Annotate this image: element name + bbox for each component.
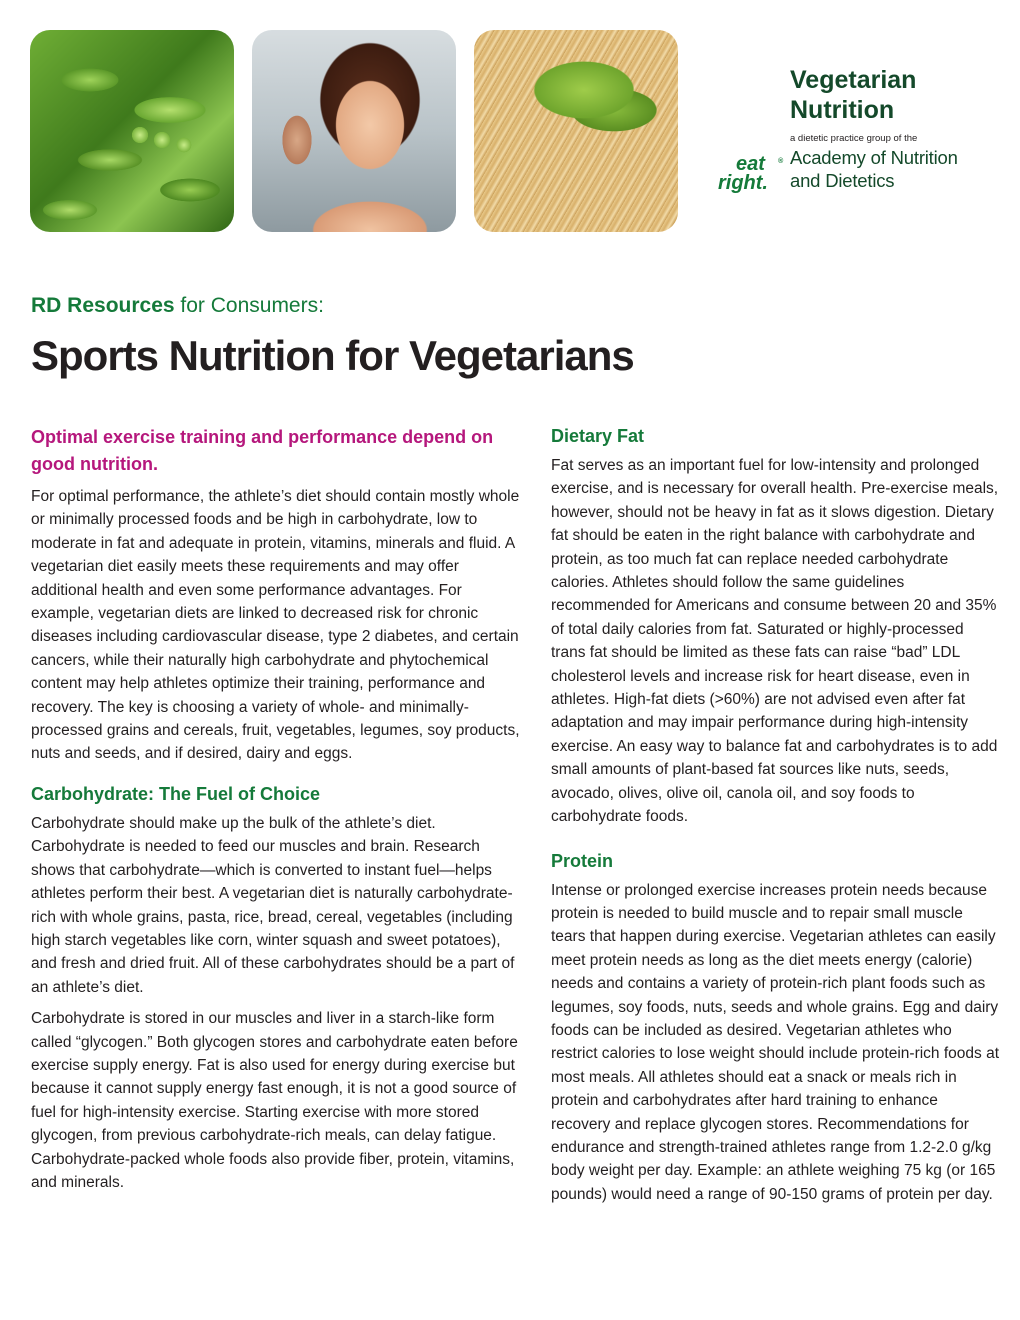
- snap-peas-photo: [30, 30, 234, 232]
- intro-paragraph: For optimal performance, the athlete’s diet should contain mostly whole or minimally processed foods and be high in carbohydrate, low to moderate in fat and adequate in protein, vitamins, minerals and fluid. A vegetarian diet easily meets these requirements and may offer additional health and even some performance advantages. For example, vegetarian diets are linked to decreased risk for chronic diseases including cardiovascular disease, type 2 diabetes, and certain cancers, while their naturally high carbohydrate and phytochemical content may help athletes optimize their training, performance and recovery. The key is choosing a variety of whole- and minimally-processed grains and cereals, fruit, vegetables, legumes, soy products, nuts and seeds, and if desired, dairy and eggs.: [31, 488, 520, 763]
- intro-heading: Optimal exercise training and performance depend on good nutrition.: [31, 427, 494, 474]
- eatright-eat-word: eat: [736, 153, 765, 175]
- protein-heading: Protein: [551, 850, 614, 871]
- series-label-bold: RD Resources: [31, 294, 175, 317]
- logo-title-line1: Vegetarian: [790, 66, 917, 94]
- series-label-rest: for Consumers:: [174, 294, 324, 317]
- vegetarian-nutrition-logo: [716, 62, 1006, 202]
- protein-paragraph: Intense or prolonged exercise increases protein needs because protein is needed to build muscle and to repair small muscle tears that happen during exercise. Vegetarian athletes can easily meet protein needs as long as the diet meets energy (calorie) needs and contains a variety of protein-rich plant foods such as legumes, soy foods, nuts, seeds and whole grains. Egg and dairy foods can be included as desired. Vegetarian athletes who restrict calories to lose weight should include protein-rich foods at most meals. All athletes should eat a snack or meals rich in protein and carbohydrates after hard training to enhance recovery and replace glycogen stores. Recommendations for endurance and strength-trained athletes range from 1.2-2.0 g/kg body weight per day. Example: an athlete weighing 75 kg (or 165 pounds) would need a range of 90-150 grams of protein per day.: [551, 881, 1000, 1203]
- carbohydrate-heading: Carbohydrate: The Fuel of Choice: [31, 783, 321, 804]
- right-column: [551, 424, 1001, 1214]
- logo-org-line2: and Dietetics: [790, 170, 895, 191]
- logo-org-line1: Academy of Nutrition: [790, 147, 958, 168]
- left-column: [31, 424, 521, 1202]
- carbohydrate-paragraph-1: Carbohydrate should make up the bulk of the athlete’s diet. Carbohydrate is needed to feed our muscles and brain. Research shows that carbohydrate—which is converted to instant fuel—helps athletes perform their best. A vegetarian diet is naturally carbohydrate-rich with whole grains, pasta, rice, bread, cereal, vegetables (including high starch vegetables like corn, winter squash and sweet potatoes), and fresh and dried fruit. All of these carbohydrates should be a part of an athlete’s diet.: [31, 814, 515, 996]
- logo-title-line2: Nutrition: [790, 96, 895, 124]
- page-title: Sports Nutrition for Vegetarians: [31, 332, 634, 379]
- eatright-logo-icon: [718, 154, 786, 194]
- dietary-fat-heading: Dietary Fat: [551, 426, 645, 446]
- smiling-woman-photo: [252, 30, 456, 232]
- dietary-fat-paragraph: Fat serves as an important fuel for low-intensity and prolonged exercise, and is necessary for overall health. Pre-exercise meals, however, should not be heavy in fat as it slows digestion. Dietary fat should be eaten in the right balance with carbohydrate and protein, as too much fat can replace needed carbohydrate calories. Athletes should follow the same guidelines recommended for Americans and consume between 20 and 35% of total daily calories from fat. Saturated or highly-processed trans fat should be limited as these fats can raise “bad” LDL cholesterol levels and increase risk for heart disease, even in athletes. High-fat diets (>60%) are not advised even after fat adaptation and may impair performance during high-intensity exercise. An easy way to balance fat and carbohydrates is to add small amounts of plant-based fat sources like nuts, seeds, avocado, olives, olive oil, canola oil, and soy foods to carbohydrate foods.: [551, 457, 999, 826]
- logo-tagline: a dietetic practice group of the: [790, 133, 918, 144]
- series-label: [31, 292, 324, 320]
- registered-mark: ®: [778, 158, 784, 165]
- eatright-right-word: right.: [718, 172, 768, 194]
- carbohydrate-paragraph-2: Carbohydrate is stored in our muscles and liver in a starch-like form called “glycogen.” Both glycogen stores and carbohydrate eaten before exercise supply energy. Fat is also used for energy during exercise but because it cannot supply energy fast enough, it is not a good source of fuel for high-intensity exercise. Starting exercise with more stored glycogen, from previous carbohydrate-rich meals, can delay fatigue. Carbohydrate-packed whole foods also provide fiber, protein, vitamins, and minerals.: [31, 1010, 518, 1191]
- pesto-pasta-photo: [474, 30, 678, 232]
